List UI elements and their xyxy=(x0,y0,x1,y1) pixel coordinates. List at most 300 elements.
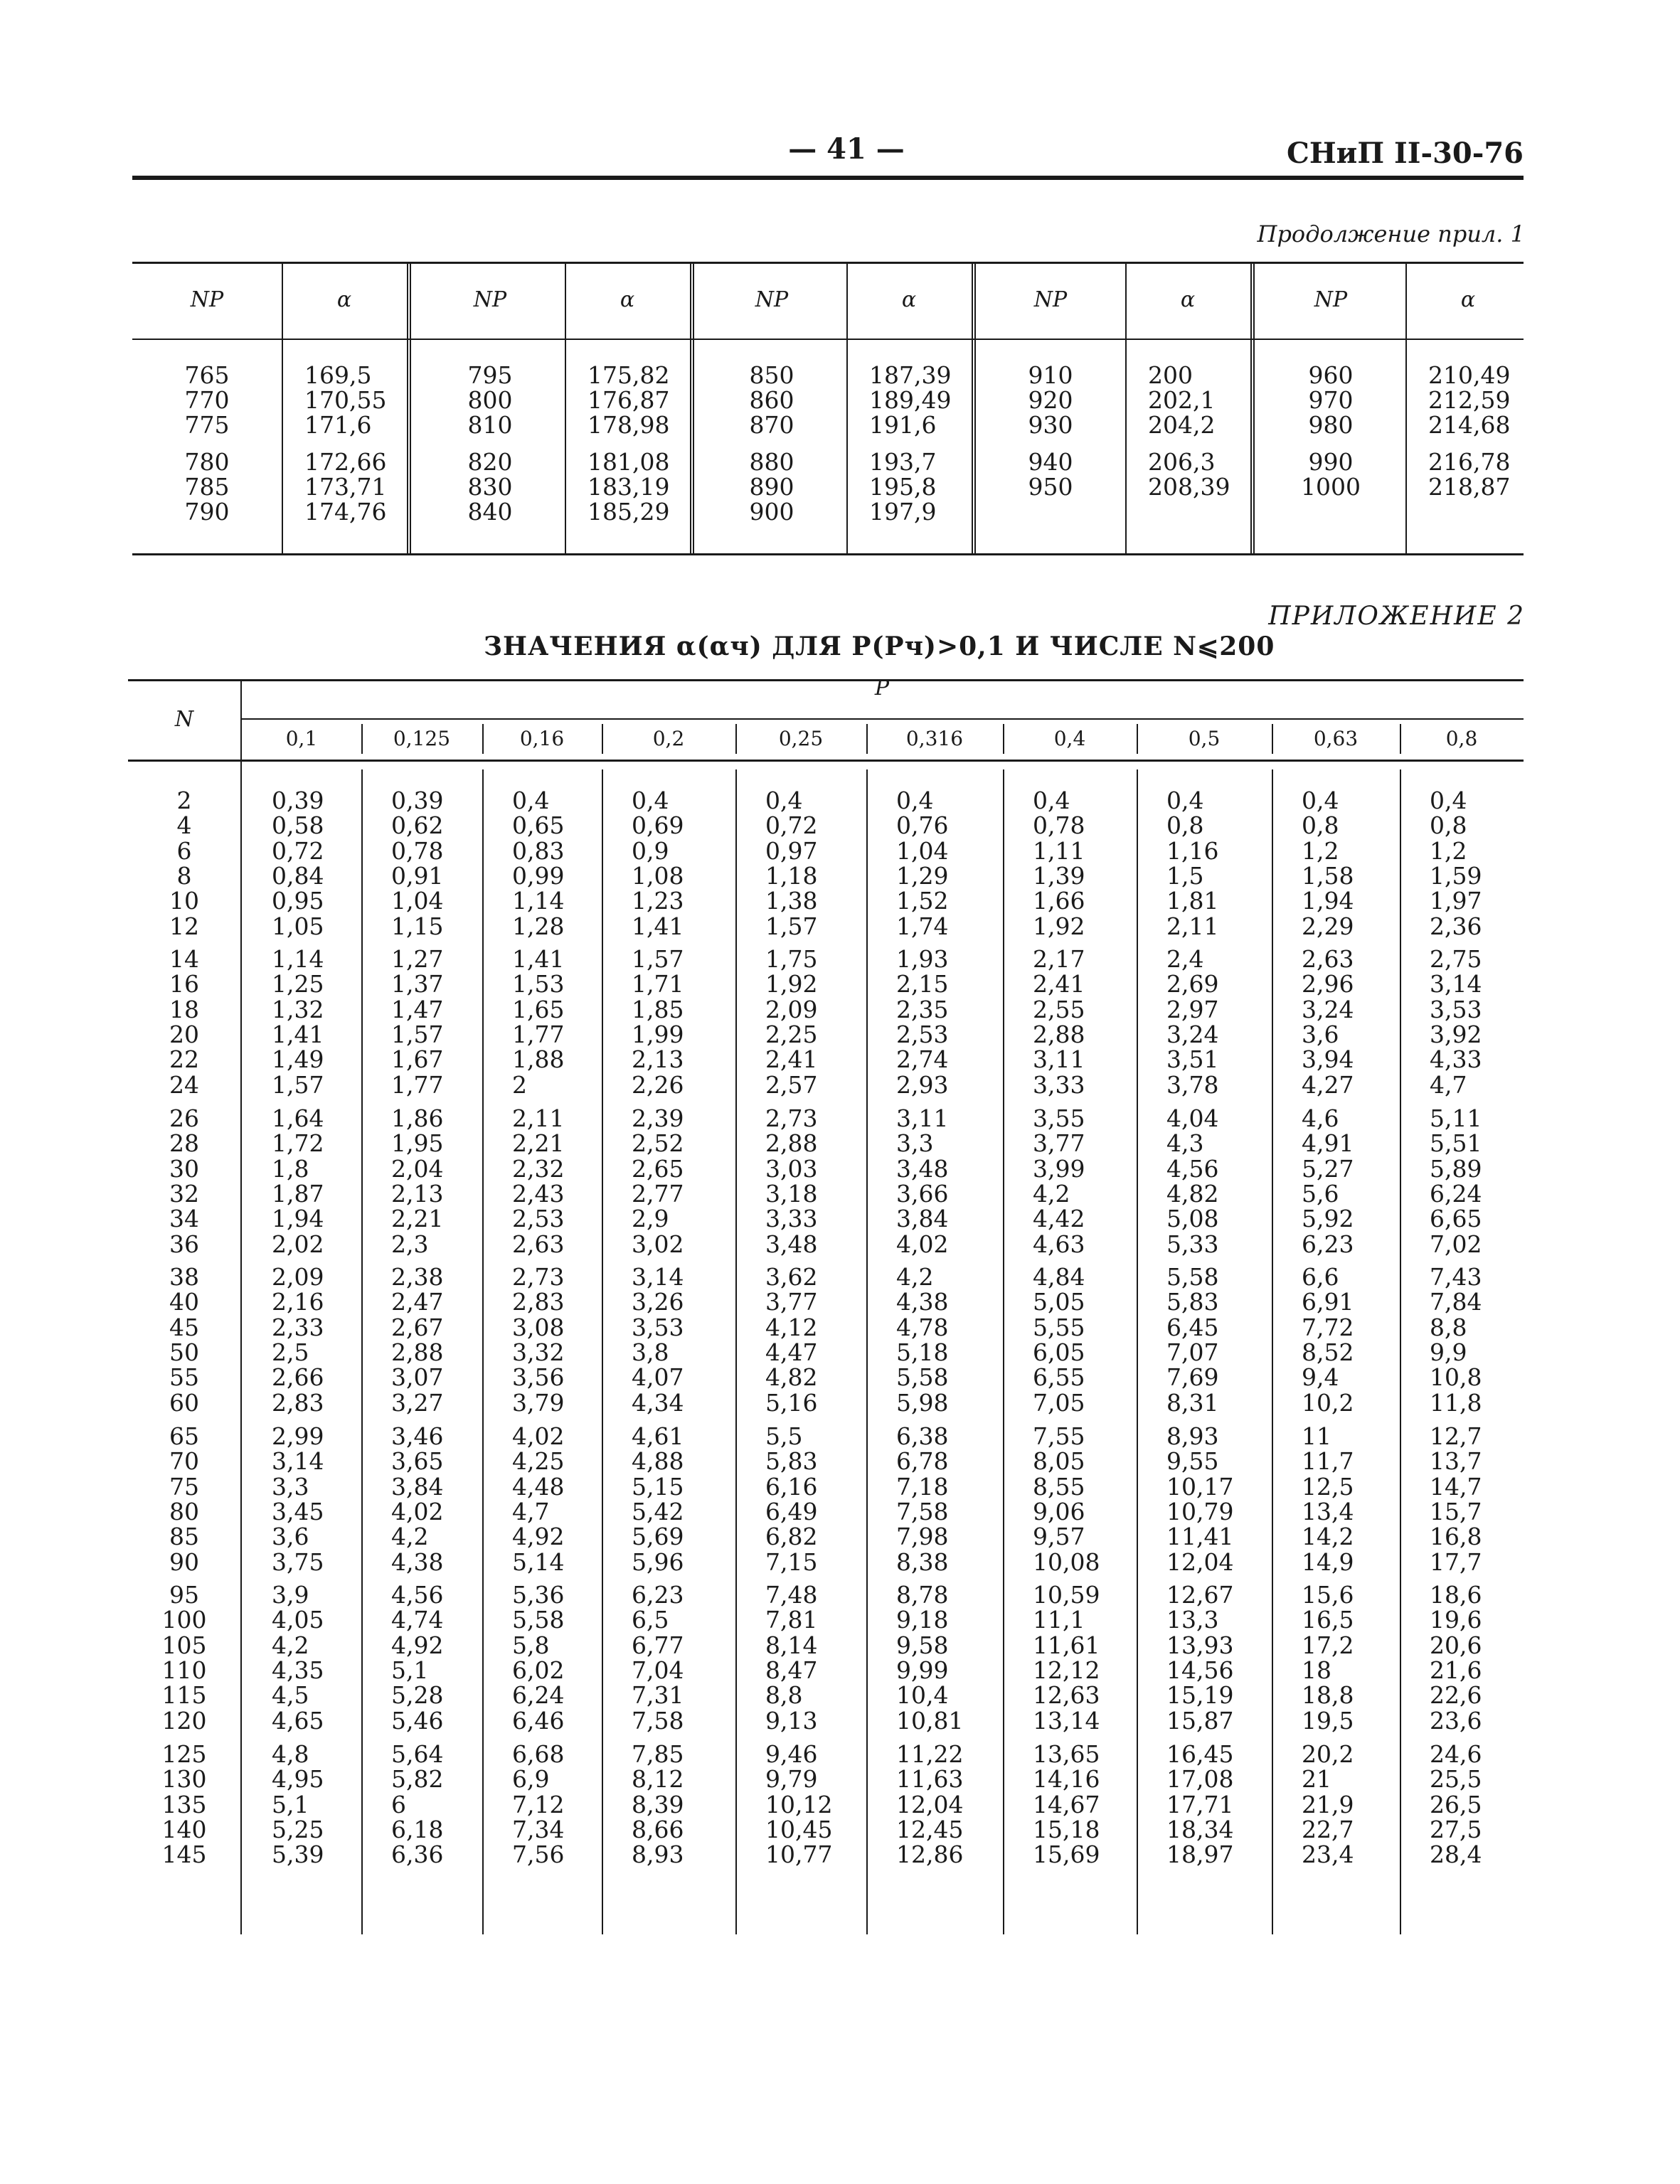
p-value-header: 0,5 xyxy=(1188,727,1221,750)
p-value-header: 0,2 xyxy=(652,727,685,750)
alpha-value: 5,27 xyxy=(1302,1154,1354,1183)
alpha-value: 7,98 xyxy=(896,1523,949,1551)
alpha-value: 18 xyxy=(1302,1656,1331,1684)
alpha-value: 1,11 xyxy=(1033,836,1085,865)
alpha-value: 6,05 xyxy=(1033,1338,1085,1366)
np-value: 770 xyxy=(184,386,230,414)
alpha-value: 5,08 xyxy=(1166,1205,1219,1233)
alpha-value: 7,05 xyxy=(1033,1388,1085,1417)
alpha-value: 5,58 xyxy=(1166,1263,1219,1291)
alpha-value: 1,57 xyxy=(632,945,684,973)
alpha-value: 2,53 xyxy=(512,1205,565,1233)
alpha-value: 7,81 xyxy=(765,1606,818,1634)
alpha-value: 5,18 xyxy=(896,1338,949,1366)
alpha-value: 25,5 xyxy=(1430,1765,1482,1794)
alpha-value: 202,1 xyxy=(1148,386,1216,414)
alpha-value: 0,4 xyxy=(1166,787,1204,814)
n-value: 50 xyxy=(169,1338,199,1366)
alpha-value: 1,77 xyxy=(512,1020,565,1048)
np-value: 950 xyxy=(1028,473,1073,501)
alpha-value: 5,55 xyxy=(1033,1313,1085,1341)
alpha-value: 3,07 xyxy=(391,1363,444,1392)
np-column xyxy=(415,262,566,555)
alpha-value: 7,31 xyxy=(632,1681,684,1710)
alpha-value: 1,29 xyxy=(896,861,949,890)
alpha-value: 0,4 xyxy=(896,787,934,814)
alpha-value: 0,91 xyxy=(391,861,444,890)
alpha-value: 6 xyxy=(391,1790,406,1818)
alpha-value: 3,14 xyxy=(632,1263,684,1291)
alpha-value: 0,9 xyxy=(632,836,669,865)
alpha-value: 3,77 xyxy=(1033,1129,1085,1158)
alpha-value: 11,61 xyxy=(1033,1631,1100,1659)
p-value-header: 0,63 xyxy=(1313,727,1359,750)
p-value-header: 0,8 xyxy=(1445,727,1478,750)
alpha-value: 2,9 xyxy=(632,1205,669,1233)
alpha-value: 171,6 xyxy=(304,411,372,439)
alpha-value: 3,55 xyxy=(1033,1104,1085,1132)
alpha-value: 9,13 xyxy=(765,1706,818,1735)
alpha-value: 10,17 xyxy=(1166,1472,1234,1501)
np-value: 880 xyxy=(749,448,794,476)
alpha-value: 173,71 xyxy=(304,473,387,501)
alpha-value: 14,56 xyxy=(1166,1656,1234,1684)
alpha-value: 185,29 xyxy=(588,498,670,526)
alpha-value: 6,82 xyxy=(765,1523,818,1551)
alpha-value: 4,02 xyxy=(512,1422,565,1450)
alpha-value: 2,69 xyxy=(1166,970,1219,998)
alpha-value: 17,71 xyxy=(1166,1790,1234,1818)
alpha-value: 2,13 xyxy=(632,1045,684,1074)
alpha-value: 4,88 xyxy=(632,1447,684,1476)
alpha-value: 193,7 xyxy=(869,448,937,476)
alpha-value: 18,97 xyxy=(1166,1841,1234,1869)
alpha-value: 1,92 xyxy=(765,970,818,998)
alpha-value: 5,82 xyxy=(391,1765,444,1794)
alpha-value: 2,11 xyxy=(1166,912,1219,940)
alpha-value: 2,97 xyxy=(1166,995,1219,1023)
t2-rule xyxy=(128,760,1524,762)
alpha-value: 1,66 xyxy=(1033,887,1085,915)
alpha-value: 191,6 xyxy=(869,411,937,439)
alpha-value: 1,85 xyxy=(632,995,684,1023)
n-value: 100 xyxy=(161,1606,207,1634)
np-value: 990 xyxy=(1308,448,1354,476)
alpha-value: 7,02 xyxy=(1430,1230,1482,1258)
alpha-value: 0,83 xyxy=(512,836,565,865)
np-value: 920 xyxy=(1028,386,1073,414)
alpha-value: 3,27 xyxy=(391,1388,444,1417)
alpha-column xyxy=(848,262,970,555)
alpha-value: 2 xyxy=(512,1070,527,1099)
alpha-value: 2,09 xyxy=(765,995,818,1023)
alpha-value: 1,72 xyxy=(272,1129,324,1158)
alpha-value: 212,59 xyxy=(1428,386,1511,414)
alpha-value: 21,9 xyxy=(1302,1790,1354,1818)
alpha-value: 5,15 xyxy=(632,1472,684,1501)
alpha-value: 4,7 xyxy=(512,1497,550,1525)
n-value: 125 xyxy=(161,1740,207,1768)
alpha-value: 4,5 xyxy=(272,1681,309,1710)
alpha-value: 3,14 xyxy=(272,1447,324,1476)
alpha-value: 5,83 xyxy=(1166,1288,1219,1316)
alpha-value: 15,19 xyxy=(1166,1681,1234,1710)
np-alpha-group xyxy=(1256,262,1524,555)
alpha-value: 1,59 xyxy=(1430,861,1482,890)
alpha-value: 9,4 xyxy=(1302,1363,1339,1392)
alpha-value: 6,18 xyxy=(391,1815,444,1843)
alpha-value: 2,26 xyxy=(632,1070,684,1099)
alpha-value: 174,76 xyxy=(304,498,387,526)
n-value: 22 xyxy=(169,1045,199,1074)
alpha-value: 12,45 xyxy=(896,1815,964,1843)
alpha-value: 3,48 xyxy=(765,1230,818,1258)
n-value: 32 xyxy=(169,1179,199,1208)
p-value-header: 0,4 xyxy=(1053,727,1086,750)
alpha-value: 3,56 xyxy=(512,1363,565,1392)
alpha-value: 8,52 xyxy=(1302,1338,1354,1366)
alpha-value: 3,11 xyxy=(1033,1045,1085,1074)
np-value: 910 xyxy=(1028,361,1073,389)
alpha-value: 1,67 xyxy=(391,1045,444,1074)
alpha-value: 15,6 xyxy=(1302,1581,1354,1609)
document-code: СНиП II-30-76 xyxy=(1287,137,1524,170)
alpha-value: 1,08 xyxy=(632,861,684,890)
alpha-value: 0,39 xyxy=(272,787,324,814)
n-value: 18 xyxy=(169,995,199,1023)
alpha-value: 5,16 xyxy=(765,1388,818,1417)
alpha-value: 5,28 xyxy=(391,1681,444,1710)
alpha-value: 2,33 xyxy=(272,1313,324,1341)
alpha-value: 7,58 xyxy=(632,1706,684,1735)
alpha-value: 4,82 xyxy=(765,1363,818,1392)
alpha-value: 0,84 xyxy=(272,861,324,890)
alpha-value: 11,1 xyxy=(1033,1606,1085,1634)
alpha-value: 14,7 xyxy=(1430,1472,1482,1501)
alpha-value: 7,15 xyxy=(765,1548,818,1576)
alpha-value: 10,59 xyxy=(1033,1581,1100,1609)
n-value: 16 xyxy=(169,970,199,998)
n-value: 6 xyxy=(176,836,192,865)
alpha-value: 9,57 xyxy=(1033,1523,1085,1551)
alpha-value: 0,78 xyxy=(1033,811,1085,840)
n-value: 105 xyxy=(161,1631,207,1659)
alpha-value: 1,37 xyxy=(391,970,444,998)
alpha-value: 2,57 xyxy=(765,1070,818,1099)
alpha-value: 28,4 xyxy=(1430,1841,1482,1869)
alpha-value: 189,49 xyxy=(869,386,952,414)
continuation-note: Продолжение прил. 1 xyxy=(1257,220,1525,247)
alpha-value: 6,6 xyxy=(1302,1263,1339,1291)
alpha-value: 3,33 xyxy=(765,1205,818,1233)
alpha-value: 3,78 xyxy=(1166,1070,1219,1099)
np-value: 840 xyxy=(467,498,513,526)
alpha-value: 11,63 xyxy=(896,1765,964,1794)
alpha-value: 5,69 xyxy=(632,1523,684,1551)
alpha-value: 0,4 xyxy=(1033,787,1070,814)
p-value-header: 0,125 xyxy=(393,727,451,750)
alpha-value: 1,65 xyxy=(512,995,565,1023)
n-value: 110 xyxy=(161,1656,207,1684)
alpha-value: 2,65 xyxy=(632,1154,684,1183)
alpha-value: 10,79 xyxy=(1166,1497,1234,1525)
alpha-value: 1,75 xyxy=(765,945,818,973)
alpha-value: 6,91 xyxy=(1302,1288,1354,1316)
alpha-value: 183,19 xyxy=(588,473,670,501)
alpha-header: α xyxy=(1460,287,1476,312)
p-value-header: 0,316 xyxy=(905,727,964,750)
alpha-value: 4,38 xyxy=(896,1288,949,1316)
alpha-value: 2,73 xyxy=(765,1104,818,1132)
alpha-value: 0,65 xyxy=(512,811,565,840)
alpha-value: 4,2 xyxy=(272,1631,309,1659)
alpha-value: 1,64 xyxy=(272,1104,324,1132)
alpha-value: 13,3 xyxy=(1166,1606,1219,1634)
alpha-value: 2,63 xyxy=(512,1230,565,1258)
alpha-value: 1,92 xyxy=(1033,912,1085,940)
alpha-value: 4,91 xyxy=(1302,1129,1354,1158)
np-header: NP xyxy=(1314,287,1348,312)
alpha-value: 4,56 xyxy=(391,1581,444,1609)
alpha-value: 4,6 xyxy=(1302,1104,1339,1132)
alpha-value: 1,57 xyxy=(272,1070,324,1099)
alpha-value: 11,7 xyxy=(1302,1447,1354,1476)
alpha-value: 0,97 xyxy=(765,836,818,865)
alpha-value: 5,8 xyxy=(512,1631,550,1659)
alpha-value: 197,9 xyxy=(869,498,937,526)
np-value: 800 xyxy=(467,386,513,414)
alpha-value: 10,4 xyxy=(896,1681,949,1710)
alpha-value: 8,8 xyxy=(765,1681,803,1710)
alpha-value: 9,46 xyxy=(765,1740,818,1768)
alpha-header: α xyxy=(901,287,917,312)
n-value: 8 xyxy=(176,861,192,890)
alpha-value: 2,52 xyxy=(632,1129,684,1158)
alpha-value: 2,77 xyxy=(632,1179,684,1208)
n-value: 130 xyxy=(161,1765,207,1794)
alpha-value: 5,11 xyxy=(1430,1104,1482,1132)
alpha-value: 2,4 xyxy=(1166,945,1204,973)
alpha-value: 1,04 xyxy=(896,836,949,865)
alpha-value: 2,02 xyxy=(272,1230,324,1258)
alpha-value: 5,6 xyxy=(1302,1179,1339,1208)
alpha-value: 4,2 xyxy=(1033,1179,1070,1208)
alpha-value: 0,99 xyxy=(512,861,565,890)
alpha-value: 0,8 xyxy=(1166,811,1204,840)
alpha-value: 1,32 xyxy=(272,995,324,1023)
alpha-value: 3,84 xyxy=(896,1205,949,1233)
alpha-value: 11,8 xyxy=(1430,1388,1482,1417)
alpha-value: 0,4 xyxy=(765,787,803,814)
alpha-value: 206,3 xyxy=(1148,448,1216,476)
np-value: 870 xyxy=(749,411,794,439)
n-value: 4 xyxy=(176,811,192,840)
alpha-value: 5,46 xyxy=(391,1706,444,1735)
alpha-value: 14,16 xyxy=(1033,1765,1100,1794)
alpha-value: 0,78 xyxy=(391,836,444,865)
alpha-value: 2,3 xyxy=(391,1230,429,1258)
alpha-value: 4,33 xyxy=(1430,1045,1482,1074)
t2-vline xyxy=(602,769,603,1934)
alpha-value: 0,69 xyxy=(632,811,684,840)
p-value-header: 0,25 xyxy=(778,727,824,750)
alpha-value: 0,58 xyxy=(272,811,324,840)
alpha-value: 4,07 xyxy=(632,1363,684,1392)
alpha-value: 17,08 xyxy=(1166,1765,1234,1794)
alpha-value: 0,4 xyxy=(1302,787,1339,814)
alpha-value: 6,68 xyxy=(512,1740,565,1768)
alpha-value: 1,14 xyxy=(272,945,324,973)
n-value: 2 xyxy=(176,787,192,814)
alpha-value: 1,99 xyxy=(632,1020,684,1048)
alpha-value: 0,62 xyxy=(391,811,444,840)
alpha-value: 2,41 xyxy=(765,1045,818,1074)
alpha-value: 5,51 xyxy=(1430,1129,1482,1158)
alpha-header: α xyxy=(1180,287,1196,312)
alpha-value: 2,88 xyxy=(765,1129,818,1158)
alpha-value: 13,4 xyxy=(1302,1497,1354,1525)
alpha-value: 208,39 xyxy=(1148,473,1230,501)
alpha-value: 7,56 xyxy=(512,1841,565,1869)
alpha-value: 1,41 xyxy=(272,1020,324,1048)
alpha-value: 169,5 xyxy=(304,361,372,389)
alpha-value: 3,99 xyxy=(1033,1154,1085,1183)
alpha-value: 8,12 xyxy=(632,1765,684,1794)
alpha-value: 6,5 xyxy=(632,1606,669,1634)
alpha-value: 8,8 xyxy=(1430,1313,1467,1341)
alpha-value: 1,2 xyxy=(1302,836,1339,865)
alpha-value: 4,02 xyxy=(896,1230,949,1258)
n-header: N xyxy=(174,707,194,732)
alpha-value: 5,89 xyxy=(1430,1154,1482,1183)
alpha-value: 2,43 xyxy=(512,1179,565,1208)
alpha-value: 4,42 xyxy=(1033,1205,1085,1233)
alpha-value: 12,67 xyxy=(1166,1581,1234,1609)
alpha-value: 8,05 xyxy=(1033,1447,1085,1476)
alpha-value: 21,6 xyxy=(1430,1656,1482,1684)
alpha-value: 3,3 xyxy=(272,1472,309,1501)
alpha-column xyxy=(1407,262,1529,555)
alpha-value: 15,87 xyxy=(1166,1706,1234,1735)
alpha-value: 0,4 xyxy=(1430,787,1467,814)
alpha-value: 4,34 xyxy=(632,1388,684,1417)
alpha-value: 16,8 xyxy=(1430,1523,1482,1551)
alpha-value: 7,72 xyxy=(1302,1313,1354,1341)
n-value: 10 xyxy=(169,887,199,915)
alpha-value: 9,18 xyxy=(896,1606,949,1634)
alpha-value: 4,74 xyxy=(391,1606,444,1634)
np-column xyxy=(132,262,283,555)
np-value: 980 xyxy=(1308,411,1354,439)
alpha-value: 0,8 xyxy=(1302,811,1339,840)
alpha-value: 10,81 xyxy=(896,1706,964,1735)
header-rule xyxy=(132,176,1524,180)
alpha-value: 2,66 xyxy=(272,1363,324,1392)
alpha-value: 6,49 xyxy=(765,1497,818,1525)
alpha-value: 4,7 xyxy=(1430,1070,1467,1099)
alpha-value: 5,5 xyxy=(765,1422,803,1450)
alpha-value: 6,23 xyxy=(632,1581,684,1609)
alpha-value: 3,11 xyxy=(896,1104,949,1132)
alpha-column xyxy=(1127,262,1249,555)
table-title: ЗНАЧЕНИЯ α(αч) ДЛЯ P(Pч)>0,1 И ЧИСЛЕ N⩽200 xyxy=(484,632,1275,661)
np-header: NP xyxy=(190,287,224,312)
alpha-value: 19,6 xyxy=(1430,1606,1482,1634)
t2-vline xyxy=(866,769,868,1934)
alpha-value: 12,63 xyxy=(1033,1681,1100,1710)
alpha-value: 4,92 xyxy=(512,1523,565,1551)
n-value: 115 xyxy=(161,1681,207,1710)
alpha-value: 16,45 xyxy=(1166,1740,1234,1768)
alpha-value: 8,66 xyxy=(632,1815,684,1843)
alpha-value: 13,65 xyxy=(1033,1740,1100,1768)
n-value: 45 xyxy=(169,1313,199,1341)
alpha-header: α xyxy=(336,287,352,312)
np-header: NP xyxy=(473,287,507,312)
alpha-value: 2,04 xyxy=(391,1154,444,1183)
np-value: 940 xyxy=(1028,448,1073,476)
alpha-value: 5,1 xyxy=(391,1656,429,1684)
alpha-value: 7,07 xyxy=(1166,1338,1219,1366)
np-value: 830 xyxy=(467,473,513,501)
alpha-value: 2,09 xyxy=(272,1263,324,1291)
alpha-value: 1,27 xyxy=(391,945,444,973)
alpha-value: 1,49 xyxy=(272,1045,324,1074)
np-value: 970 xyxy=(1308,386,1354,414)
alpha-value: 4,12 xyxy=(765,1313,818,1341)
alpha-value: 9,99 xyxy=(896,1656,949,1684)
alpha-value: 5,14 xyxy=(512,1548,565,1576)
alpha-value: 3,66 xyxy=(896,1179,949,1208)
np-value: 1000 xyxy=(1301,473,1361,501)
alpha-value: 4,35 xyxy=(272,1656,324,1684)
alpha-value: 13,7 xyxy=(1430,1447,1482,1476)
alpha-value: 8,93 xyxy=(1166,1422,1219,1450)
alpha-value: 10,2 xyxy=(1302,1388,1354,1417)
alpha-value: 5,39 xyxy=(272,1841,324,1869)
n-value: 90 xyxy=(169,1548,199,1576)
alpha-value: 7,85 xyxy=(632,1740,684,1768)
alpha-value: 2,13 xyxy=(391,1179,444,1208)
alpha-value: 3,65 xyxy=(391,1447,444,1476)
alpha-value: 4,2 xyxy=(391,1523,429,1551)
alpha-value: 1,2 xyxy=(1430,836,1467,865)
alpha-value: 6,78 xyxy=(896,1447,949,1476)
alpha-value: 20,2 xyxy=(1302,1740,1354,1768)
t2-rule xyxy=(242,718,1524,720)
n-value: 70 xyxy=(169,1447,199,1476)
alpha-value: 2,47 xyxy=(391,1288,444,1316)
alpha-value: 9,58 xyxy=(896,1631,949,1659)
n-value: 135 xyxy=(161,1790,207,1818)
np-header: NP xyxy=(1033,287,1068,312)
alpha-value: 12,04 xyxy=(896,1790,964,1818)
alpha-value: 4,63 xyxy=(1033,1230,1085,1258)
alpha-value: 2,21 xyxy=(391,1205,444,1233)
alpha-value: 24,6 xyxy=(1430,1740,1482,1768)
alpha-value: 3,75 xyxy=(272,1548,324,1576)
n-value: 120 xyxy=(161,1706,207,1735)
alpha-value: 3,79 xyxy=(512,1388,565,1417)
alpha-value: 7,69 xyxy=(1166,1363,1219,1392)
alpha-value: 12,04 xyxy=(1166,1548,1234,1576)
alpha-value: 170,55 xyxy=(304,386,387,414)
alpha-value: 5,33 xyxy=(1166,1230,1219,1258)
appendix-label: ПРИЛОЖЕНИЕ 2 xyxy=(1268,602,1525,631)
alpha-value: 1,52 xyxy=(896,887,949,915)
alpha-value: 3,9 xyxy=(272,1581,309,1609)
alpha-value: 7,58 xyxy=(896,1497,949,1525)
